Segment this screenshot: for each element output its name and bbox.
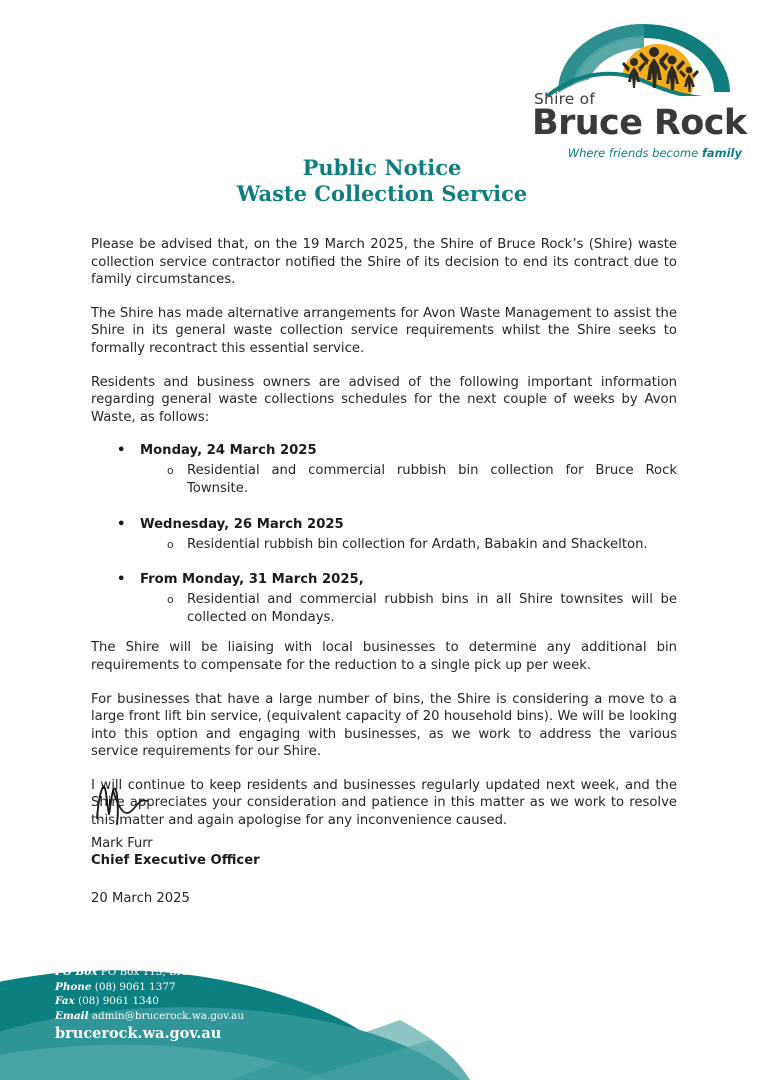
logo-tagline-pre: Where friends become <box>567 146 702 160</box>
shire-logo <box>516 18 746 160</box>
notice-body <box>91 236 677 830</box>
footer-website-link[interactable]: brucerock.wa.gov.au <box>55 1025 222 1042</box>
body-paragraph-1: Please be advised that, on the 19 March 2025, the Shire of Bruce Rock’s (Shire) waste collection service contractor notified the Shire of its decision to end its contract due to family circumstances. <box>91 237 677 288</box>
footer-po-box-row <box>55 965 280 980</box>
bullet-dot-icon: • <box>117 572 126 588</box>
body-paragraph-2: The Shire has made alternative arrangements for Avon Waste Management to assist the Shire in its general waste collection service requirements whilst the Shire seeks to formally recontract this essential service. <box>91 305 677 356</box>
logo-tagline-emphasis: family <box>701 146 742 160</box>
footer-po-box-label: PO Box <box>55 966 98 979</box>
handwritten-signature-icon <box>91 778 181 826</box>
footer-phone-value: (08) 9061 1377 <box>94 980 176 993</box>
logo-mark-icon <box>546 18 742 96</box>
footer-phone-row <box>55 980 280 995</box>
schedule-detail-label: Residential and commercial rubbish bins in all Shire townsites will be collected on Mondays. <box>187 592 677 625</box>
signatory-role: Chief Executive Officer <box>91 853 260 868</box>
body-paragraph-3: Residents and business owners are advised of the following important information regarding general waste collections schedules for the next couple of weeks by Avon Waste, as follows: <box>91 374 677 425</box>
sub-bullet-circle-icon: o <box>167 537 174 551</box>
footer-email-row <box>55 1009 280 1024</box>
schedule-heading <box>91 516 677 534</box>
body-paragraph-5: For businesses that have a large number of bins, the Shire is considering a move to a large front lift bin service, (equivalent capacity of 20 household bins). We will be looking into this option and engaging with businesses, as we work to address the various service requirements for our Shire. <box>91 691 677 760</box>
signature-date: 20 March 2025 <box>91 891 190 906</box>
footer-address-line-1: 54 Johnson Street, <box>55 937 153 949</box>
schedule-heading-label: From Monday, 31 March 2025, <box>140 572 364 588</box>
footer-po-box-value: PO Box 113, Bruce Rock WA 6418 <box>100 966 281 979</box>
sub-bullet-circle-icon: o <box>167 464 174 478</box>
sub-bullet-circle-icon: o <box>167 593 174 607</box>
schedule-heading-label: Monday, 24 March 2025 <box>140 443 317 459</box>
body-paragraph-6: I will continue to keep residents and businesses regularly updated next week, and the Shire appreciates your consideration and patience in this matter as we work to resolve this matter and again apologise for any inconvenience caused. <box>91 777 677 829</box>
bullet-dot-icon: • <box>117 516 126 532</box>
collection-schedule-list <box>91 442 677 626</box>
title-line-1: Public Notice <box>302 155 462 180</box>
schedule-heading <box>91 442 677 460</box>
footer-email-value[interactable]: admin@brucerock.wa.gov.au <box>91 1009 245 1022</box>
schedule-detail-label: Residential and commercial rubbish bin collection for Bruce Rock Townsite. <box>187 463 677 496</box>
signatory-name: Mark Furr <box>91 836 153 851</box>
footer-fax-value: (08) 9061 1340 <box>78 995 159 1008</box>
footer-address-line-2: Bruce Rock, 6418 <box>55 951 149 964</box>
list-item <box>91 516 677 554</box>
schedule-heading <box>91 571 677 589</box>
schedule-heading-label: Wednesday, 26 March 2025 <box>140 516 344 532</box>
schedule-detail <box>91 536 677 554</box>
schedule-detail-label: Residential rubbish bin collection for Ardath, Babakin and Shackelton. <box>187 536 648 552</box>
footer-phone-label: Phone <box>55 980 92 993</box>
list-item <box>91 442 677 497</box>
footer-fax-label: Fax <box>55 995 75 1008</box>
footer-email-label: Email <box>55 1009 89 1022</box>
footer-fax-row <box>55 994 280 1009</box>
footer-contact-details <box>55 936 280 1024</box>
page-title <box>0 155 764 207</box>
schedule-detail <box>91 591 677 626</box>
schedule-detail <box>91 462 677 497</box>
bullet-dot-icon: • <box>117 443 126 459</box>
logo-shire-of-label: Shire of <box>534 90 596 108</box>
title-line-2: Waste Collection Service <box>236 181 528 206</box>
body-paragraph-4: The Shire will be liaising with local businesses to determine any additional bin requirements to compensate for the reduction to a single pick up per week. <box>91 640 677 673</box>
page-footer <box>0 880 764 1080</box>
logo-name-label: Bruce Rock <box>532 103 747 143</box>
list-item <box>91 571 677 626</box>
